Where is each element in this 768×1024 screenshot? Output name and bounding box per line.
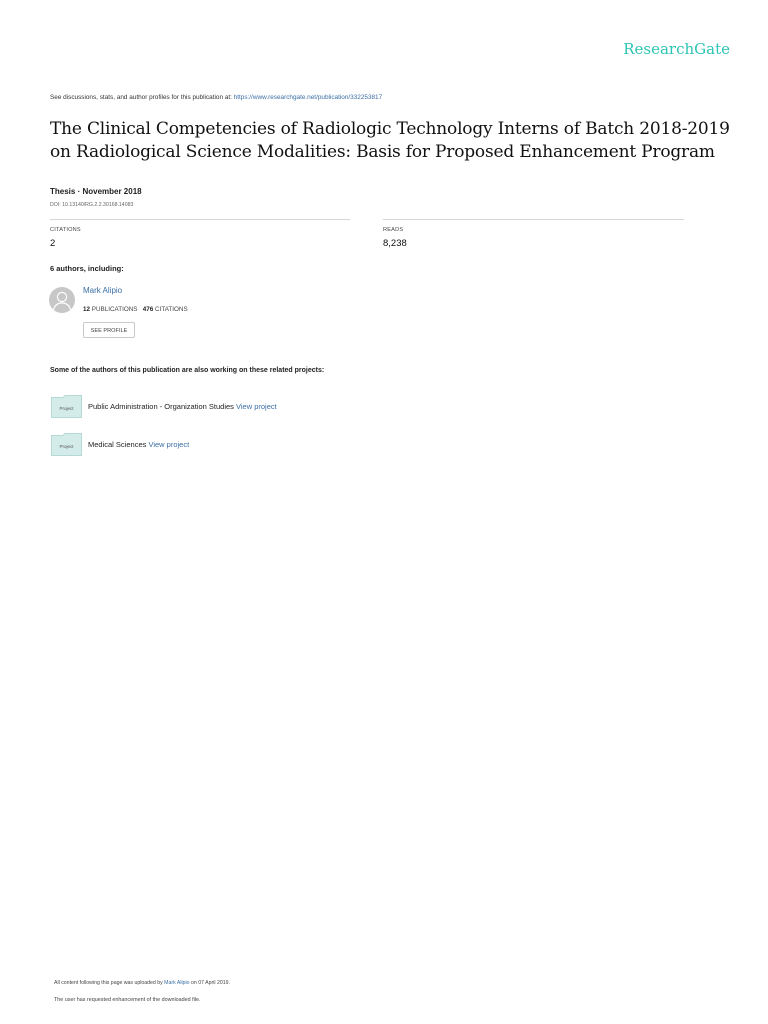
upload-prefix: All content following this page was uploaded by bbox=[54, 980, 165, 986]
view-project-link[interactable]: View project bbox=[236, 402, 277, 411]
citations-label: CITATIONS bbox=[50, 227, 81, 233]
project-icon-label: Project bbox=[59, 444, 74, 449]
author-name-link[interactable]: Mark Alipio bbox=[83, 286, 123, 295]
discussion-text: See discussions, stats, and author profiles for this publication at: bbox=[50, 94, 234, 101]
upload-suffix: on 07 April 2019. bbox=[189, 980, 230, 986]
title-line-1: The Clinical Competencies of Radiologic Technology Interns of Batch 2018-2019 bbox=[50, 119, 730, 139]
user-silhouette-icon bbox=[49, 287, 75, 313]
title-line-2: on Radiological Science Modalities: Basis for Proposed Enhancement Program bbox=[50, 142, 715, 162]
publication-url-link[interactable]: https://www.researchgate.net/publication/332253817 bbox=[233, 94, 383, 101]
author-citations-label: CITATIONS bbox=[155, 306, 188, 313]
publication-doi: DOI: 10.13140/RG.2.2.30168.14083 bbox=[50, 202, 134, 208]
researchgate-logo[interactable]: ResearchGate bbox=[623, 40, 730, 58]
publication-type-date: Thesis · November 2018 bbox=[50, 187, 142, 196]
reads-value: 8,238 bbox=[383, 238, 407, 249]
project-item bbox=[88, 402, 277, 411]
author-publications-label: PUBLICATIONS bbox=[91, 306, 138, 313]
project-name: Public Administration - Organization Studies bbox=[88, 402, 234, 411]
discussion-line bbox=[50, 94, 382, 101]
reads-divider bbox=[383, 219, 684, 220]
see-profile-button[interactable]: SEE PROFILE bbox=[83, 322, 135, 338]
citations-divider bbox=[50, 219, 350, 220]
project-name: Medical Sciences bbox=[88, 440, 147, 449]
reads-label: READS bbox=[383, 227, 404, 233]
related-projects-heading: Some of the authors of this publication are also working on these related projects: bbox=[50, 367, 325, 374]
enhancement-notice: The user has requested enhancement of the downloaded file. bbox=[54, 997, 201, 1003]
citations-value: 2 bbox=[50, 238, 56, 249]
uploader-link[interactable]: Mark Alipio bbox=[164, 980, 190, 986]
author-citations-count: 476 bbox=[142, 306, 154, 313]
author-publications-count: 12 bbox=[83, 306, 91, 313]
upload-notice bbox=[54, 980, 230, 986]
project-icon-label: Project bbox=[59, 406, 74, 411]
project-folder-icon bbox=[51, 433, 82, 456]
author-stats bbox=[83, 306, 188, 313]
avatar[interactable] bbox=[49, 287, 75, 313]
authors-heading: 6 authors, including: bbox=[50, 264, 124, 273]
project-item bbox=[88, 440, 189, 449]
project-folder-icon bbox=[51, 395, 82, 418]
publication-title bbox=[50, 118, 740, 164]
view-project-link[interactable]: View project bbox=[148, 440, 190, 449]
